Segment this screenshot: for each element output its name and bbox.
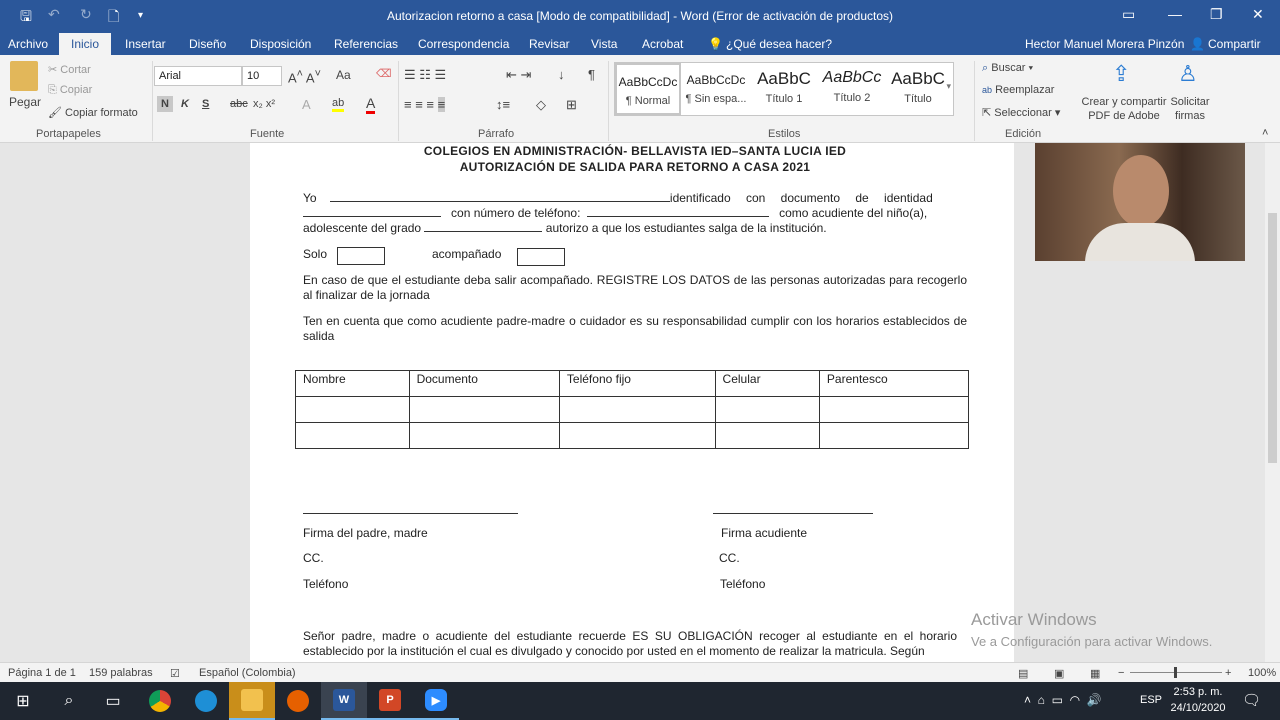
find-button[interactable]: ⌕ Buscar ▾ — [982, 62, 1034, 74]
group-edicion: Edición — [1005, 128, 1042, 140]
request-signatures-button[interactable]: Solicitar firmas — [1170, 96, 1210, 122]
format-painter-button[interactable]: 🖌 Copiar formato — [48, 107, 138, 119]
text-effects-icon[interactable]: A — [302, 97, 311, 112]
divider — [152, 61, 153, 141]
table-cell[interactable] — [819, 423, 968, 449]
font-name-select[interactable]: Arial — [154, 66, 242, 86]
indent-icon[interactable]: ⇤ ⇥ — [506, 67, 532, 82]
label-solo: Solo — [303, 247, 328, 261]
tab-disposicion[interactable]: Disposición — [250, 37, 312, 51]
clear-format-icon[interactable]: ⌫ — [376, 68, 392, 80]
text-grade: adolescente del grado — [303, 221, 422, 235]
paragraph-identification — [303, 191, 967, 236]
taskbar — [0, 682, 1280, 720]
customize-toolbar-icon[interactable]: ▾ — [138, 10, 144, 21]
font-color-icon[interactable]: A — [366, 95, 375, 114]
user-name: Hector Manuel Morera Pinzón — [1025, 37, 1185, 51]
table-cell[interactable] — [296, 397, 410, 423]
cut-button[interactable]: ✂ Cortar — [48, 64, 91, 76]
style-label: ¶ Sin espa... — [685, 93, 747, 105]
text-identified: identificado con documento de identidad — [669, 191, 933, 205]
pilcrow-icon[interactable]: ¶ — [588, 67, 595, 82]
format-painter-label: Copiar formato — [65, 107, 138, 119]
activation-watermark-title: Activar Windows — [971, 610, 1097, 629]
font-size-select[interactable]: 10 — [242, 66, 282, 86]
table-cell[interactable] — [715, 423, 819, 449]
bold-button[interactable]: N — [157, 96, 173, 112]
style-label: Título 2 — [833, 92, 871, 104]
shading-icon[interactable]: ◇ — [536, 97, 546, 112]
zoom-in-button[interactable]: + — [1225, 667, 1232, 679]
group-fuente: Fuente — [250, 128, 285, 140]
divider — [398, 61, 399, 141]
sig-guardian-cc: CC. — [719, 551, 740, 565]
paste-icon[interactable] — [10, 61, 38, 91]
user-icon: 👤 — [1190, 37, 1205, 51]
header-telefono-fijo: Teléfono fijo — [559, 371, 715, 397]
align-icons[interactable]: ≡ ≡ ≡ ≡ — [404, 97, 446, 112]
sort-icon[interactable]: ↓ — [558, 67, 565, 82]
header-nombre: Nombre — [296, 371, 410, 397]
style-titulo-1[interactable] — [751, 63, 817, 115]
web-layout-icon[interactable]: ▦ — [1090, 668, 1101, 680]
ribbon-tabs — [0, 33, 1280, 55]
minimize-button[interactable]: — — [1168, 6, 1182, 22]
group-portapapeles: Portapapeles — [36, 128, 101, 140]
table-row — [296, 397, 969, 423]
edge-icon[interactable] — [183, 682, 229, 720]
line-spacing-icon[interactable]: ↕≡ — [496, 97, 511, 112]
italic-button[interactable]: K — [181, 98, 189, 110]
blank-phone — [587, 216, 769, 217]
checkbox-acompanado[interactable] — [517, 248, 565, 266]
status-bar — [0, 662, 1280, 682]
authorized-persons-table — [295, 370, 969, 449]
document-page[interactable] — [250, 143, 1014, 662]
bullets-icon[interactable]: ☰ ☷ ☰ — [404, 67, 447, 82]
header-parentesco: Parentesco — [819, 371, 968, 397]
clock-time[interactable]: 2:53 p. m. — [1173, 686, 1223, 698]
tab-referencias[interactable]: Referencias — [334, 37, 399, 51]
paste-button[interactable]: Pegar — [9, 95, 42, 109]
style-titulo[interactable] — [885, 63, 951, 115]
tab-diseno[interactable]: Diseño — [189, 37, 227, 51]
search-icon[interactable]: ⌕ — [64, 692, 74, 709]
style-normal[interactable] — [615, 63, 681, 115]
tab-revisar[interactable]: Revisar — [529, 37, 570, 51]
paragraph-register: En caso de que el estudiante deba salir acompañado. REGISTRE LOS DATOS de las personas autorizadas para recogerlo al finalizar de la jornada — [303, 273, 967, 302]
find-label: Buscar — [991, 62, 1026, 74]
ribbon-display-icon[interactable]: ▭ — [1122, 6, 1136, 22]
zoom-out-button[interactable]: − — [1118, 667, 1125, 679]
copy-label: Copiar — [59, 84, 93, 96]
gallery-more-icon[interactable]: ▾ — [946, 81, 951, 91]
zoom-level[interactable]: 100% — [1248, 667, 1277, 679]
zoom-app-icon[interactable]: ▶ — [413, 682, 459, 720]
paragraph-responsibility: Ten en cuenta que como acudiente padre-madre o cuidador es su responsabilidad cumplir con los horarios establecidos de salida — [303, 314, 967, 343]
replace-icon: ab — [982, 85, 993, 95]
justify-icon[interactable]: ≡ — [437, 97, 446, 112]
table-cell[interactable] — [559, 423, 715, 449]
borders-icon[interactable]: ⊞ — [566, 97, 577, 112]
create-pdf-icon[interactable]: ⇪ — [1112, 61, 1131, 86]
file-explorer-icon[interactable] — [229, 682, 275, 720]
header-celular: Celular — [715, 371, 819, 397]
new-document-icon[interactable]: 🗋 — [108, 8, 120, 24]
cut-label: Cortar — [60, 64, 91, 76]
sig-guardian-phone: Teléfono — [720, 577, 766, 591]
replace-label: Reemplazar — [995, 84, 1055, 96]
chrome-icon[interactable] — [137, 682, 183, 720]
style-label: Título — [904, 93, 932, 105]
powerpoint-icon[interactable]: P — [367, 682, 413, 720]
collapse-ribbon-icon[interactable]: ˄ — [1262, 127, 1269, 139]
style-preview: AaBbCcDc — [618, 75, 678, 89]
signature-line-guardian — [713, 513, 873, 514]
select-button[interactable]: ⇱ Seleccionar ▾ — [982, 107, 1061, 119]
tab-archivo[interactable]: Archivo — [8, 37, 49, 51]
label-acompanado: acompañado — [432, 247, 502, 261]
style-preview: AaBbC — [891, 69, 945, 88]
clock-date[interactable]: 24/10/2020 — [1170, 702, 1226, 714]
request-signatures-icon[interactable]: ♙ — [1178, 61, 1198, 86]
input-language[interactable]: ESP — [1140, 694, 1163, 706]
divider — [608, 61, 609, 141]
share-button[interactable]: Compartir — [1208, 37, 1261, 51]
table-row — [296, 423, 969, 449]
presenter-body — [1085, 223, 1195, 261]
strikethrough-button[interactable]: abc — [230, 98, 248, 110]
maximize-button[interactable]: ❐ — [1210, 6, 1223, 22]
lightbulb-icon: 💡 — [708, 37, 723, 51]
heading-1: COLEGIOS EN ADMINISTRACIÓN- BELLAVISTA IED–SANTA LUCIA IED — [423, 144, 847, 158]
sig-parent-cc: CC. — [303, 551, 324, 565]
language[interactable]: Español (Colombia) — [199, 667, 296, 679]
table-header-row — [296, 371, 969, 397]
signature-line-parent — [303, 513, 518, 514]
sig-parent-phone: Teléfono — [303, 577, 349, 591]
undo-icon[interactable]: ↶ — [48, 6, 60, 22]
start-button[interactable]: ⊞ — [16, 693, 30, 710]
table-cell[interactable] — [409, 423, 559, 449]
window-title: Autorizacion retorno a casa [Modo de compatibilidad] - Word (Error de activación de productos) — [386, 9, 894, 23]
sig-parent-label: Firma del padre, madre — [303, 526, 428, 540]
read-mode-icon[interactable]: ▤ — [1018, 668, 1029, 680]
group-estilos: Estilos — [768, 128, 801, 140]
create-pdf-button[interactable]: Crear y compartir PDF de Adobe — [1081, 96, 1167, 122]
table-cell[interactable] — [296, 423, 410, 449]
zoom-slider-thumb[interactable] — [1174, 667, 1177, 678]
text-authorize: autorizo a que los estudiantes salga de la institución. — [545, 221, 827, 235]
webcam-overlay — [1035, 143, 1245, 261]
highlight-icon[interactable]: ab — [332, 97, 344, 112]
proofing-icon[interactable]: ☑ — [170, 668, 180, 680]
redo-icon[interactable]: ↻ — [80, 6, 92, 22]
presenter-face — [1113, 155, 1169, 227]
activation-watermark-text: Ve a Configuración para activar Windows. — [971, 634, 1213, 649]
zoom-slider[interactable] — [1130, 672, 1222, 673]
text-yo: Yo — [303, 191, 317, 205]
search-icon: ⌕ — [982, 62, 989, 74]
tray-icons[interactable]: ˄ ⌂ ▭ ◠ 🔊 — [1024, 693, 1102, 707]
grow-font-icon[interactable]: A˄ A˅ — [288, 68, 321, 86]
table-cell[interactable] — [819, 397, 968, 423]
header-documento: Documento — [409, 371, 559, 397]
close-button[interactable]: ✕ — [1252, 6, 1264, 22]
copy-button[interactable]: ⎘ Copiar — [48, 84, 93, 96]
select-label: Seleccionar — [994, 107, 1052, 119]
tell-me-input[interactable]: ¿Qué desea hacer? — [726, 37, 833, 51]
ribbon — [0, 55, 1280, 143]
style-preview: AaBbCcDc — [686, 73, 746, 87]
blank-grade — [424, 231, 542, 232]
style-preview: AaBbC — [757, 69, 811, 88]
page-count[interactable]: Página 1 de 1 — [8, 667, 76, 679]
tab-acrobat[interactable]: Acrobat — [642, 37, 684, 51]
print-layout-icon[interactable]: ▣ — [1054, 668, 1065, 680]
tab-correspondencia[interactable]: Correspondencia — [418, 37, 510, 51]
underline-button[interactable]: S — [202, 98, 210, 110]
replace-button[interactable] — [982, 84, 1054, 96]
style-preview: AaBbCc — [822, 69, 882, 86]
change-case-button[interactable]: Aa — [336, 68, 351, 82]
save-icon[interactable]: 🖫 — [20, 8, 32, 24]
paragraph-obligation: Señor padre, madre o acudiente del estudiante recuerde ES SU OBLIGACIÓN recoger al estudiante en el horario establecido por la institución el cual es divulgado y conocido por usted en el momento de realizar la matricula. Según — [303, 629, 957, 658]
divider — [974, 61, 975, 141]
tab-vista[interactable]: Vista — [591, 37, 618, 51]
notifications-icon[interactable]: 🗨 — [1242, 692, 1262, 709]
checkbox-solo[interactable] — [337, 247, 385, 265]
blank-name — [330, 201, 670, 202]
style-sin-espaciado[interactable] — [683, 63, 749, 115]
style-label: ¶ Normal — [625, 95, 671, 107]
table-cell[interactable] — [409, 397, 559, 423]
table-cell[interactable] — [559, 397, 715, 423]
styles-gallery — [614, 62, 954, 116]
text-guardian: como acudiente del niño(a), — [779, 206, 928, 220]
word-count[interactable]: 159 palabras — [89, 667, 153, 679]
heading-2: AUTORIZACIÓN DE SALIDA PARA RETORNO A CASA 2021 — [459, 160, 811, 174]
vertical-scrollbar[interactable] — [1265, 143, 1280, 662]
blank-document — [303, 216, 441, 217]
task-view-icon[interactable]: ▭ — [105, 693, 121, 710]
firefox-icon[interactable] — [275, 682, 321, 720]
title-bar — [0, 0, 1280, 33]
tab-inicio[interactable]: Inicio — [59, 33, 111, 55]
word-icon[interactable]: W — [321, 682, 367, 720]
scrollbar-thumb[interactable] — [1268, 213, 1277, 463]
text-phone: con número de teléfono: — [451, 206, 581, 220]
table-cell[interactable] — [715, 397, 819, 423]
tab-insertar[interactable]: Insertar — [125, 37, 166, 51]
sig-guardian-label: Firma acudiente — [721, 526, 808, 540]
group-parrafo: Párrafo — [478, 128, 515, 140]
style-titulo-2[interactable] — [819, 63, 885, 115]
style-label: Título 1 — [765, 93, 803, 105]
subscript-icon[interactable]: x₂ x² — [253, 98, 275, 110]
